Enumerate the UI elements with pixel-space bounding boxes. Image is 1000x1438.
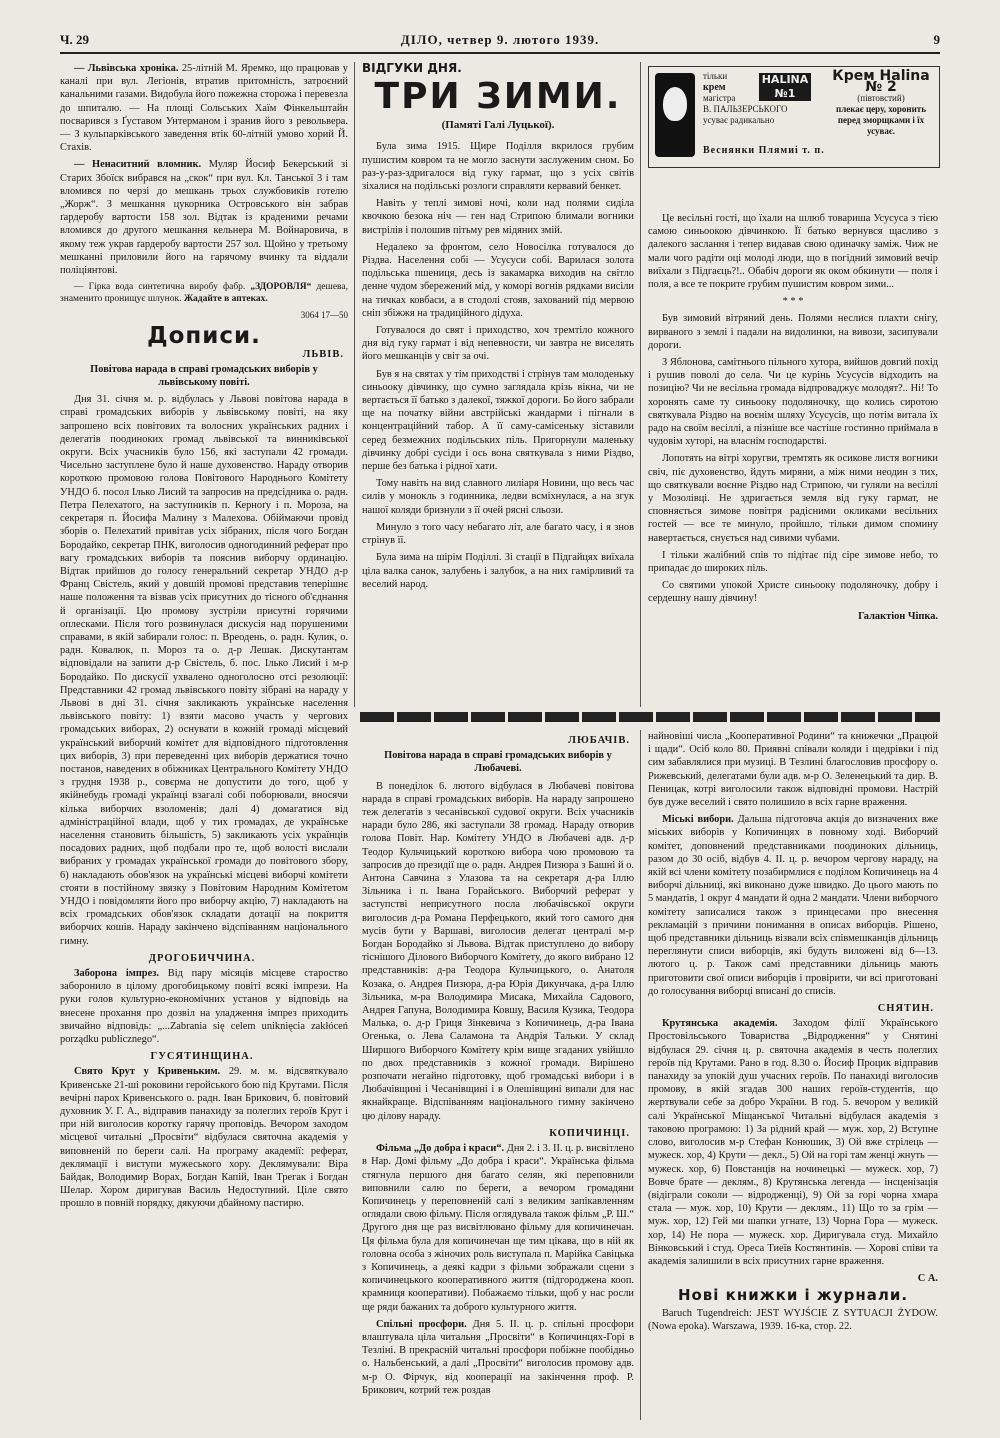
continued-text: найновіші числа „Кооперативної Родини“ та книжечки „Працюй і щади“. Осіб коло 80. Приявні співали коляди і щедрівки і під сим забавлялися при музиці. В Тезлині благословив просфору о. Рижевський, делегатами були адв. м-р О. Зеленецький та дир. В. Пеницак, котрі виголосили також відповідні промови. Настрій був дуже веселий і свято полишило в всіх гарне враження.	[648, 731, 938, 809]
article-paragraph: Минуло з того часу небагато літ, але багато часу, і я знов стрінув її.	[362, 521, 634, 547]
column-rule	[354, 62, 355, 707]
article-paragraph: Готувалося до свят і приходство, хоч тремтіло кожного дня від гуку гармат і від непевности, чи завтра не виселять його мешканців у світ за очі.	[362, 325, 634, 363]
book-entry: Baruch Tugendreich: JEST WYJŚCIE Z SYTUACJI ŻYDOW. (Nowa epoka). Warszawa, 1939. 16-ка, стор. 22.	[648, 1307, 938, 1332]
woman-portrait-illustration	[655, 73, 695, 157]
place-snyatyn: СНЯТИН.	[877, 1003, 934, 1015]
article-paragraph: Був я на святах у тім приходстві і стрінув там молоденьку синьооку дівчинку, що сумно заглядала крізь вікна, чи не вертається її батько з далекої, тяжкої дороги. Бо його забрали ще на початку війни австрійські жандарми і пігнали в концентраційний табор. А її саму-самісеньку зіставили серед безмежних подільських піль. Пригорнули маленьку дівчинку добрі сусіди і ось вона святкувала з ними Різдво, перше без батька і рідної хати.	[362, 368, 634, 473]
place-lubachiv: ЛЮБАЧІВ.	[568, 735, 630, 746]
mineral-water-ad: — Гірка вода синтетична виробу фабр. „ЗДОРОВЛЯ“ дешева, знаменито пронищує шлунок. Жадайте в аптеках.	[60, 282, 348, 305]
ad-brand: „ЗДОРОВЛЯ“	[250, 282, 312, 293]
lower-right-column	[648, 730, 938, 1427]
section-heading-dopysy: Дописи.	[147, 323, 261, 350]
place-drohobych: ДРОГОБИЧЧИНА.	[148, 952, 256, 964]
article-paragraph: І тільки жалібний спів то підітає під сіре зимове небо, то припадає до широких піль.	[648, 549, 938, 575]
ad-text-right: Крем Halina № 2 (півтовстий) плекає цеpу, хоронить перед зморщками і їх усуває.	[832, 68, 930, 136]
place-lviv: ЛЬВІВ.	[302, 348, 344, 360]
new-books-heading: Нові книжки і журнали.	[677, 1286, 909, 1305]
article-paragraph: Тому навіть на вид славного лиліаря Новини, що весь час силів у монокль з годинника, ледви всміхнулася, а на згук нашої коляди бризнули з її очей рясні сльози.	[362, 478, 634, 516]
masthead: ДІЛО, четвер 9. лютого 1939.	[400, 32, 600, 47]
feature-article	[362, 62, 634, 710]
page-header	[60, 30, 940, 54]
feature-article-continuation	[648, 212, 938, 702]
burglar-title: — Ненаситний вломник.	[74, 159, 202, 171]
issue-number: Ч. 29	[60, 32, 90, 47]
chronicle-title: — Львівська хроніка.	[74, 63, 179, 74]
academy-item: Крутянська академія. Заходом філії Українського Простовільського Товариства „Відродження“ у Снятині відбулася 29. січня ц. р. святочна академія в честь полеглих героїв під Крутами. Рано в год. 8.30 о. Йосиф Процик відправив панахиду за упокій душ учасних героїв. По панахиді виголосив промову, в якій згадав 300 наших героїв-студентів, що жертвували себе за добро України. В год. 5. вечором у великій салі Української Міщанської Читальні відбулася академія з таковою програмою: 1) За рідний край — муж. хор, 2) Вступне слово, виголосив м-р Стефан Конюшик, 3) Ой вже стрілець — мужеск. хор, 4) Крути — декл., 5) Ой на горі там женці жнуть — мужеск. хор, 6) Повстанців на ночинецькі — мужеск. хор, 7) Вовче брате — деклям., 8) Крутянська легенда — інсценізація (відіграли соколи — відродженці), 9) Ой за горі чорна хмара стала — муж. хор, 10) Крути — деклям., 11) Що то за грім — муж. хор, 12) Гей ми шапки угнате, 13) Чорна Гора — мужеск. хор, 14) Не пора — мужеск. хор. Диригувала студ. Михайло Вінковський і студ. Ореса Тиеїв Костянтинів. — Хорові співи та академія залишили в всіх присутних гарне враження.	[648, 1018, 938, 1267]
ad-text-left: тільки крем магістра В. ПАЛЬЗЕРСЬКОГО усуває радикально	[703, 71, 788, 125]
place-husiatyn: ГУСЯТИНЩИНА.	[150, 1051, 254, 1063]
husiatyn-item: Свято Крут у Кривеньким. 29. м. м. відсвяткувало Кривенське 21-ші роковини геройського бою під Крутами. Після вечірні парох Кривенського о. радн. Іван Брикович, б. повітовий духовник У. Г. А., відправив панахиду за полеглих героїв Крут і при ній виголосив коротку гарячу проповідь. Вечором заходом місцевої читальні „Просвіти“ відбулася святочна академія у виповненій по береги салі. На програму академії: реферат, деклямації і виступи мужеського хору. Деклямували: Віра Байдак, Володимир Ворах, Богдан Капій, Іван Трегак і Богдан Шелар. Хором диригував Василь Недоступний. Ціле свято прошло в повній порядку, дякуючи дбайному пастирю.	[60, 1066, 348, 1210]
article-paragraph: Була зима 1915. Щире Поділля вкрилося грубим пушистим ковром та не могло заснути заслуженим сном. Бо раз-у-раз-здригалося від гуку гармат, що з усіх світів зіхалися на подільські розлоги справляти кервавий бенкет.	[362, 141, 634, 193]
ad-bottom-line: Веснянки Плямиі т. п.	[703, 145, 825, 156]
ad-code: 3064 17—50	[300, 310, 348, 321]
asterisk-divider: * * *	[782, 296, 804, 308]
cream-advertisement	[648, 66, 940, 168]
article-paragraph: Со святими упокой Христе синьооку подоляночку, добру і сердешну нашу дівчину!	[648, 580, 938, 605]
city-elections-item: Міські вибори. Дальша підготовча акція до визначених вже міських виборів у Копичинцях в повному ході. Виборчий комітет, доповнений представниками поодиноких дільниць, разом до 30 осіб, відбув 4. II. ц. р. вечором чергову нараду, на якій всі члени комітету позабирмлися є поділом Копичинець на 4 виборчі дільниці, які виконано дуже швидко. До цього мають по 5 мандатів, 1 округ 4 мандати й одна 2 мандати. Члени виборчого комітету записалися також з принцесами про внесення рекламацій з причини понимання в описах виборців. Рішено, щоб представники дільниць візвали всіх співмешканців дільниць переглянути списи виборців, які будуть виложені від 6—13. лютого ц. р. Також самі представники дільниць мають приготовити свої описи виборців і провірити, чи всі приготовані до голосування виборці вписані до списів.	[648, 814, 938, 997]
lubachiv-title: Повітова нарада в справі громадських виборів у Любачеві.	[384, 750, 612, 775]
article-dedication: (Памяті Галі Луцької).	[441, 119, 555, 132]
place-kopychyntsi: КОПИЧИНЦІ.	[549, 1127, 630, 1139]
author-signature: Галактіон Чіпка.	[858, 610, 938, 622]
article-paragraph: Недалеко за фронтом, село Новосілка готувалося до Різдва. Населення собі — Усусуси собі. Варилася золота подільська пшениця, десь із закамарка виходив на світло денне чудом збережений мід, у коморі вогнів рядками висіли на тичках ковбаси, а в стодолі стояв, захований під мервою сніп збіжжя на традиційного дідуха.	[362, 241, 634, 319]
film-item: Фільма „До добра і краси“. Дня 2. і 3. II. ц. р. висвітлено в Нар. Домі фільму „До добра і краси“. Українська фільма стягнула першого дня багато селян, які переповнили виповнили салю по береги, а вечором громадяни Копичинець у переповненій салі з великим запікавленням оглядали свою фільму. Після оглядувала також фільм „Р. Ш.“ Другого дня ще раз висвітлювано фільму для копичинечан. Ця фільма була для копичинечан ще тим цікава, що в ній як головна особа з жіночих роль виступала п. Марійка Савіцька з Копичинець, а деякі кадри з фільми зображали сцени з копичинецького кооперативного життя (підгороджена кооп. крамниця кооперативи). Побажаємо тільки, щоб у нас росли ще ряди бажаних та доброго культурного життя.	[362, 1143, 634, 1313]
chronicle-item	[60, 62, 348, 154]
column-rule	[640, 62, 641, 707]
chronicle-text: 25-літній М. Яремко, що працював у каналі при вул. Легіонів, втратив притомність, затроєний канальними газами. Видобула його пожежна сторожа і перевезла до шпиталю. — На площі Сольських Хаїм Фінкельштайн посварився з Ґуставом Унтерманом і зранив його з револьвера. — З кульпарківського заведення втік 60-літній умово хорий Й. Стахів.	[60, 63, 348, 154]
drohobych-item: Заборона імпрез. Від пару місяців місцеве староство заборонило в цілому дрогобицькому повіті всякі імпрези. На руки голов культурно-економічних установ у відповідь на внесене прохання про дозвіл на уладження імпрез приходить звичайно відповідь: „...Zabrania się celem uniknięcia zakłóceń porządku publicznego“.	[60, 968, 348, 1046]
lubachiv-column	[362, 730, 634, 1427]
left-column	[60, 62, 348, 1427]
article-paragraph: З Яблонова, самітнього пільного хутора, вийшов довгий похід і рушив поволі до села. Чи це курінь Усусусів відходить на позицію? Чи не весільна громада відпроваджує молодят?.. Ні! То хоронять саме ту синьооку подоляночку, що колись сиротою святкувала Різдво на воєнім шляху Усусусів, що потім витала їх радо на своїм весіллі, а пізніше все частіше гостинно приймала в чудовім хуторі, на власнім господарстві.	[648, 357, 938, 448]
item-signature: С А.	[917, 1273, 938, 1285]
article-paragraph: Лопотять на вітрі хоругви, тремтять як осикове листя вогники свіч, піє духовенство, йдуть миряни, а між ними неодин з тих, що святкували воєнне Різдво над Стрипою, чи гуляли на весіллі у Мозолівці. Не здригається земля від гуку гармат, не сповняється зимове повітря радісними окликами весільних гостей — все те минуло, пройшло, тільки димом спомину навертається, снується над сивими чубами.	[648, 453, 938, 544]
article-paragraph: Навіть у теплі зимові ночі, коли над полями сиділа квочкою безока ніч — ген над Стрипою блимали вогники вистрілів і полошив пітьму рев мідяних змій.	[362, 198, 634, 236]
page-number: 9	[933, 32, 940, 47]
prosfory-item: Спільні просфори. Дня 5. II. ц. р. спільні просфори влаштувала ціла читальня „Просвіти“ в Копичинцях-Горі в Тезліні. В прекрасній читальні просфори побіжне пообідньо о. Нальбенський, а далі „Просвіти“ виголосив промову адв. м-р О. Фірчук, від кооперації на закінчення проф. Р. Брикович, котрий теж роздав	[362, 1318, 634, 1396]
halina-logo: HALINA №1	[759, 73, 811, 101]
lviv-title: Повітова нарада в справі громадських виборів у львівському повіті.	[90, 363, 318, 389]
article-title: ТРИ ЗИМИ.	[374, 76, 622, 118]
burglar-item	[60, 158, 348, 277]
section-label: ВІДГУКИ ДНЯ.	[362, 62, 462, 75]
column-rule	[640, 730, 641, 1420]
lviv-text: Дня 31. січня м. р. відбулась у Львові повітова нарада в справі громадських виборів у львівському повіті, на яку запрошено всіх повітових та волосних українських радних і делегатів поодиноких громад львівської та винниківської округи. Всіх учасників було 156, які заступали 42 громади. Чисельно заступлене було й наше духовенство. Нараду отворив короткою промовою голова Повітового Народнього Комітету УНДО б. посол Ілько Лисий та запросив на предсідника о. радн. Петра Пелехатого, на заступників п. Керноґу і п. Мороза, на секретаря п. Йосифа Малину з Малехова. Обіймаючи провід зборів о. Пелехатий привітав усіх зібраних, після чого Богдан Бородайко, секретар ПНК, виголосив одногодинний реферат про вагу громадських виборів та пояснив виборчу ординацію. Відтак прийшов до голосу генеральний секретар УНДО д-р Франц Свістель, який у довшій промові представив теперішнє наше положення та візвав усіх присутних до тісного об'єднання й організації. Цю промову зустріли присутні горячими оплесками. Після того розвинулася дискусія над порушеними справами, в якій забирали голос: п. Вреодень, о. радн. Кулик, о. радн. Ковалюк, п. Мороз та о. д-р Лешак. Дискутантам відповідали на запити д-р Свістель, б. пос. Ілько Лисий і м-р Бородайко. По дискусії ухвалено одноголосно отсі резолюції: Представники 42 громад львівського повіту зібрані на нараду у Львові в дні 31. січня закликають українське населення львівського повіту: 1) взяти масово участь у чергових громадських виборах, 2) оснувати в кожній громаді місцевий український виборчий комітет для відповідного підготовлення цих виборів, 3) при переведенні цих виборів держатися точно постанов, наведених в обіжниках Центрального Комітету УНДО з грудня 1938 р., совєрма не допустити до того, щоб у якійнебудь громаді українці взагалі собі поборювали, вносячи кілька виборчих взоломенів; далі 4) домагатися від адміністраційної влади, щоб у тих громадах, де українське населення становить більшість, 5) закликають усіх українців посадових радних, щоб подбали про те, щоб волості вислали вибраних у громадах української громади до повітового збору, 6) накладають обов'язок на українські місцеві виборчі комітети стояти в постійному звязку з Повітовим Народним Комітетом УНДО і повідомляти його про виборчу акцію, 7) накладають на всіх громадських обов'язок складати дотації на покриття виборчих кошів. Нараду закінчено відспіванням національного гимну.	[60, 394, 348, 947]
article-paragraph: Це весільні гості, що їхали на шлюб товариша Усусуса з тією самою синьоокою дівчинкою. Її батько вернувся щасливо з далекого заслання і тепер видавав свою одиначку заміж. Чиж не мали чого радіти оці молоді люди, що в погідний зимовий вечір виїхали з Підгаєць?!.. Обабіч дороги як оком обкинути — поля і поля, а все те покрите грубим пушистим ковром зими...	[648, 213, 938, 291]
burglar-text: Муляр Йосиф Бекерський зі Старих Збоїск вибрався на „скок“ при вул. Кл. Танської 3 і там вломився по черзі до мешкань трьох службовиків готелю „Жорж“. З мешкання цукорника Островського він забрав ґардеробу вартости 158 зол. Відтак із краденими речами вломився до другого мешкання кельнера М. Войнаровича, в якому теж украв ґардеробу вартости 257 зол. Щойно у третьому мешканні приловили його на гарячому вчинку та віддали поліціянтові.	[60, 159, 348, 277]
article-paragraph: Був зимовий вітряний день. Полями неслися плахти снігу, вирваного з землі і падали на видолинки, на вивози, засипували дороги.	[648, 313, 938, 351]
decorative-divider	[360, 712, 940, 722]
article-paragraph: Була зима на шірім Поділлі. Зі стації в Підгайцях виїхала ціла валка санок, залубень і залубок, а на них гамірливий та веселий народ.	[362, 552, 634, 590]
lubachiv-text: В понеділок 6. лютого відбулася в Любачеві повітова нарада в справі громадських виборів. На нараду запрошено теж делегатів з чесанівської судової округи. Всіх учасників наради було 286, які заступали 38 громад. Нараду отворив голова Повіт. Нар. Комітету УНДО в Любачеві адв. д-р Теодор Кульчицький короткою вибора чою промовою та запросив до президії ще о. радн. Андрея Пизюра з Башні й о. Антона Савчина з Улазова та на секретаря д-ра Іллю Зільника і п. Івана Горайського. Виборчий реферат у заступстві неприсутного посла любачівської округи виголосив д-ра Романа Перфецького, який того самого дня мусів бути у Варшаві, виголосив делегат централі м-р Богдан Бородайко зі Львова. Відтак приступлено до вибору тіснішого Ділового Виборчого Комітету, до якого вибрано 12 представників: д-ра Теодора Кульчицького, о. Анатоля Козака, о. Андрея Пизюра, д-ра Юрія Дикунчака, д-ра Іллю Зільника, м-ра Володимира Мисака, Михайла Садового, Андрея Гапуна, Володимира Ковшу, Василя Кузика, Теодора Малька, о. д-р Гриця Зінкевича з Копичинець, д-ра Івана Огенька, о. Лева Саламона та Андрія Тальки. У склад Ширшого Виборчого Комітету крім вище згаданих увійшло по двох представників з кожної громади. Вирішено розпочати негайно підготовку, щоб громадські вибори і в Любачівщині і Чесанівщині і в Олешівщині випали для нас якнайкраще. Відспіванням національного гимну закінчено цю ділову нараду.	[362, 780, 634, 1122]
